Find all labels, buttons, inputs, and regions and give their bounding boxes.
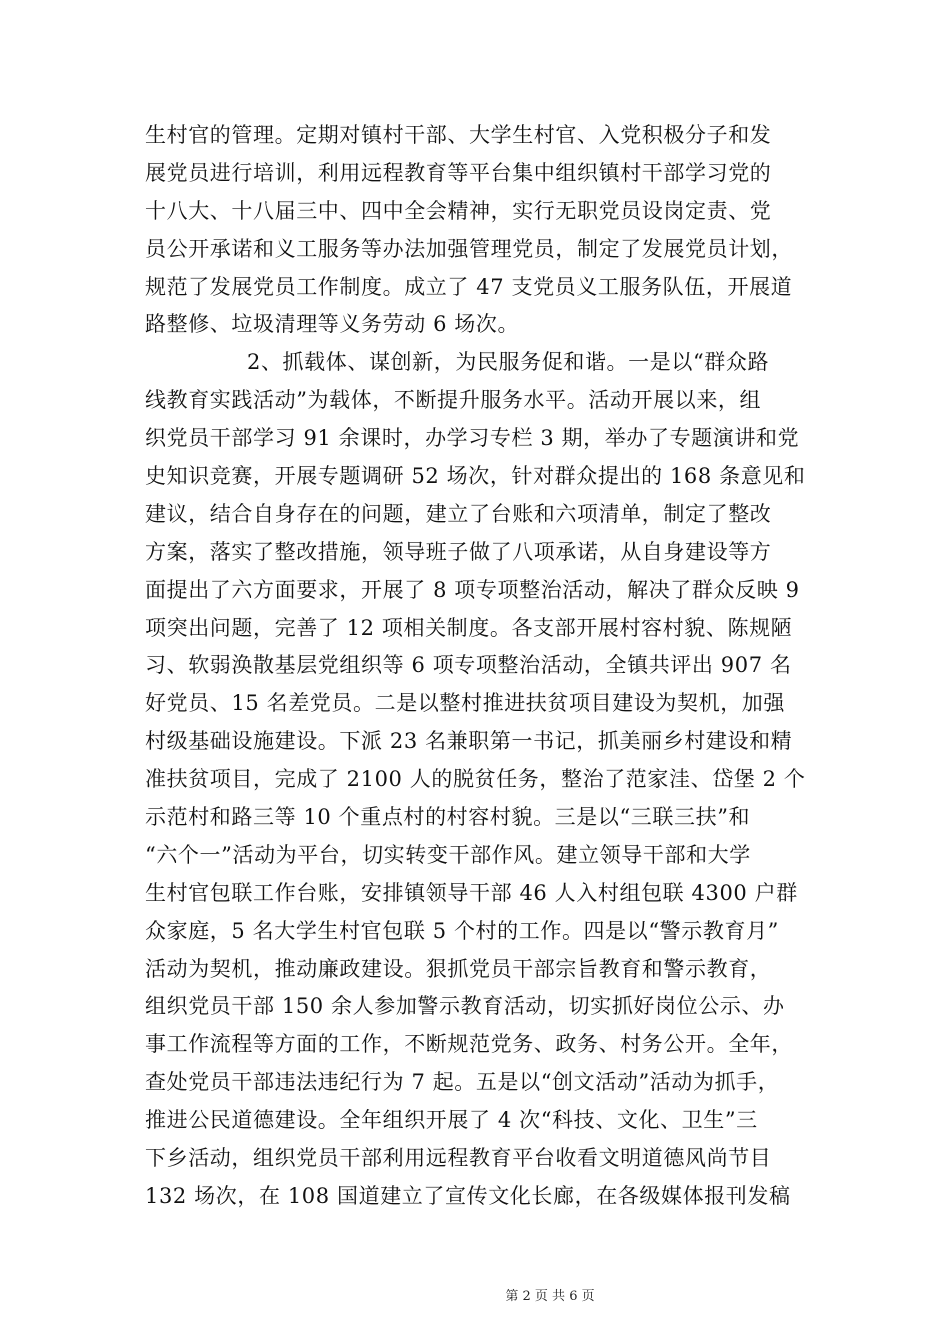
text-line: 十八大、十八届三中、四中全会精神，实行无职党员设岗定责、党 [145,198,772,223]
text-line: 规范了发展党员工作制度。成立了 47 支党员义工服务队伍，开展道 [145,274,793,299]
text-line: 132 场次，在 108 国道建立了宣传文化长廊，在各级媒体报刊发稿 [145,1183,791,1208]
text-line: 事工作流程等方面的工作，不断规范党务、政务、村务公开。全年， [145,1032,793,1057]
text-line: 员公开承诺和义工服务等办法加强管理党员，制定了发展党员计划， [145,236,793,261]
text-line: 组织党员干部 150 余人参加警示教育活动，切实抓好岗位公示、办 [145,994,785,1019]
text-line: 示范村和路三等 10 个重点村的村容村貌。三是以“三联三扶”和 [145,805,751,830]
text-line: 项突出问题，完善了 12 项相关制度。各支部开展村容村貌、陈规陋 [145,615,793,640]
text-line: 线教育实践活动”为载体，不断提升服务水平。活动开展以来，组 [145,388,762,413]
text-line: 方案，落实了整改措施，领导班子做了八项承诺，从自身建设等方 [145,539,772,564]
text-line: 建议，结合自身存在的问题，建立了台账和六项清单，制定了整改 [145,501,772,526]
text-line: 织党员干部学习 91 余课时，办学习专栏 3 期，举办了专题演讲和党 [145,426,800,451]
text-line: 下乡活动，组织党员干部利用远程教育平台收看文明道德风尚节目 [145,1146,772,1171]
text-line: 展党员进行培训，利用远程教育等平台集中组织镇村干部学习党的 [145,160,772,185]
text-line: 准扶贫项目，完成了 2100 人的脱贫任务，整治了范家洼、岱堡 2 个 [145,767,806,792]
text-line: 生村官包联工作台账，安排镇领导干部 46 人入村组包联 4300 户群 [145,880,798,905]
text-line: 活动为契机，推动廉政建设。狠抓党员干部宗旨教育和警示教育， [145,956,772,981]
body-text [145,117,805,1216]
text-line: 众家庭，5 名大学生村官包联 5 个村的工作。四是以“警示教育月” [145,918,780,943]
text-line: 查处党员干部违法违纪行为 7 起。五是以“创文活动”活动为抓手， [145,1070,780,1095]
text-line: 推进公民道德建设。全年组织开展了 4 次“科技、文化、卫生”三 [145,1108,758,1133]
text-line: “六个一”活动为平台，切实转变干部作风。建立领导干部和大学 [145,842,751,867]
text-line: 村级基础设施建设。下派 23 名兼职第一书记，抓美丽乡村建设和精 [145,729,793,754]
text-line: 习、软弱涣散基层党组织等 6 项专项整治活动，全镇共评出 907 名 [145,653,792,678]
text-line: 路整修、垃圾清理等义务劳动 6 场次。 [145,312,520,337]
page-number-footer: 第 2 页 共 6 页 [505,1289,595,1304]
text-line: 好党员、15 名差党员。二是以整村推进扶贫项目建设为契机，加强 [145,691,785,716]
text-line: 史知识竞赛，开展专题调研 52 场次，针对群众提出的 168 条意见和 [145,464,806,489]
text-line: 面提出了六方面要求，开展了 8 项专项整治活动，解决了群众反映 9 [145,577,800,602]
text-line: 生村官的管理。定期对镇村干部、大学生村官、入党积极分子和发 [145,123,772,147]
paragraph-start-line: 2、抓载体、谋创新，为民服务促和谐。一是以“群众路 [247,350,770,375]
